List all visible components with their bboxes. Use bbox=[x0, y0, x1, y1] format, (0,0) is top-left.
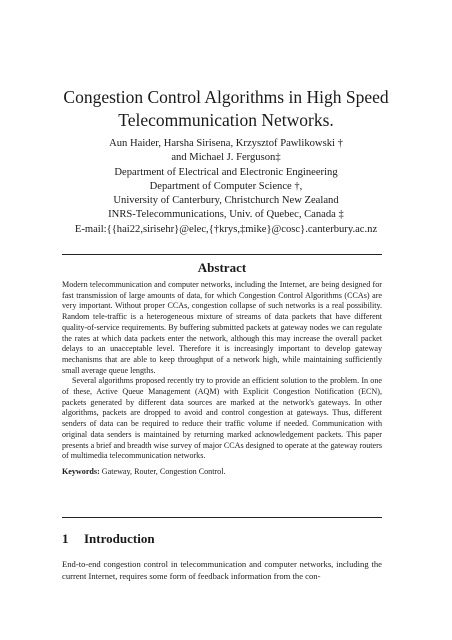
keywords-list: Gateway, Router, Congestion Control. bbox=[101, 466, 226, 476]
keywords-label: Keywords: bbox=[62, 466, 100, 476]
abstract-heading: Abstract bbox=[197, 260, 247, 275]
section-number: 1 bbox=[62, 531, 69, 546]
section-title: Introduction bbox=[84, 531, 155, 546]
author-block bbox=[40, 137, 412, 237]
affiliation: Department of Electrical and Electronic Engineering bbox=[114, 166, 338, 178]
paper-title bbox=[40, 86, 412, 132]
top-divider bbox=[62, 254, 382, 255]
abstract-paragraph: Modern telecommunication and computer networks, including the Internet, are being designed for fast transmission of large amounts of data, for which Congestion Control Algorithms (CCAs) are very important. Without proper CCAs, congestion collapse of such networks is a real possibility. Random tele-traffic is a heterogeneous mixture of streams of data packets that have different quality-of-service requirements. By buffering submitted packets at gateway nodes we can regulate the rates at which data packets enter the network, although this may increase the overall packet delays to an unacceptable level. Therefore it is increasingly important to develop gateway mechanisms that are able to keep throughput of a network high, while maintaining sufficiently small average queue lengths. bbox=[62, 280, 382, 375]
intro-paragraph: End-to-end congestion control in telecommunication and computer networks, including the current Internet, requires some form of feedback information from the con- bbox=[62, 559, 382, 581]
title-line: Congestion Control Algorithms in High Speed bbox=[63, 87, 389, 107]
author-names: Aun Haider, Harsha Sirisena, Krzysztof Pawlikowski † bbox=[109, 138, 343, 149]
author-email: E-mail:{{hai22,sirisehr}@elec,{†krys,‡mike}@cosc}.canterbury.ac.nz bbox=[74, 223, 378, 235]
keywords bbox=[62, 467, 382, 478]
abstract-body bbox=[62, 280, 382, 478]
bottom-divider bbox=[62, 517, 382, 518]
affiliation: University of Canterbury, Christchurch New Zealand bbox=[113, 195, 339, 207]
affiliation: INRS-Telecommunications, Univ. of Quebec, Canada ‡ bbox=[108, 209, 344, 221]
section-heading bbox=[62, 531, 155, 547]
author-names: and Michael J. Ferguson‡ bbox=[171, 152, 281, 164]
affiliation: Department of Computer Science †, bbox=[149, 180, 303, 192]
abstract-paragraph: Several algorithms proposed recently try to provide an efficient solution to the problem. In one of these, Active Queue Management (AQM) with Explicit Congestion Notification (ECN), packets generated by different data sources are marked at the network's gateways. In other algorithms, packets are dropped to avoid and control congestion at gateways. Thus, different senders of data can be required to reduce their traffic volume if needed. Communication with original data senders is maintained by returning marked acknowledgement packets. This paper presents a brief and breadth wise survey of major CCAs designed to operate at the gateway routers of multimedia telecommunication networks. bbox=[62, 376, 382, 461]
title-line: Telecommunication Networks. bbox=[118, 110, 334, 130]
